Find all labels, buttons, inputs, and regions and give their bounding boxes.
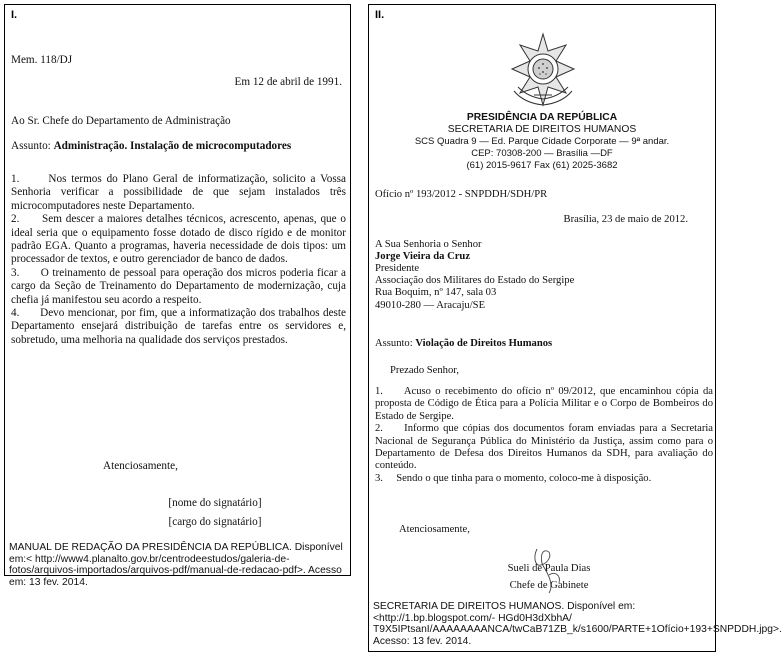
- signatory-role: Chefe de Gabinete: [509, 580, 589, 591]
- header-phone: (61) 2015-9617 Fax (61) 2025-3682: [466, 160, 618, 171]
- subject-label: Assunto:: [11, 140, 54, 152]
- coat-of-arms-icon: [504, 31, 582, 109]
- address-block: [375, 239, 574, 313]
- paragraph-4: 4. Devo mencionar, por fim, que a informatização dos trabalhos deste Departamento ensejará distribuição de tarefas entre os servidores e, sobretudo, uma melhoria na qualidade dos serviços prestados.: [11, 307, 349, 346]
- address-line: A Sua Senhoria o Senhor: [375, 239, 482, 250]
- header-title: PRESIDÊNCIA DA REPÚBLICA: [466, 112, 618, 123]
- header-cep: CEP: 70308-200 — Brasília —DF: [471, 148, 613, 159]
- header-subtitle: SECRETARIA DE DIREITOS HUMANOS: [447, 124, 637, 135]
- header-address: SCS Quadra 9 — Ed. Parque Cidade Corporate — 9ª andar.: [414, 136, 670, 147]
- office-body: [375, 386, 716, 485]
- subject-label: Assunto:: [375, 338, 416, 349]
- panel-label: II.: [375, 9, 385, 21]
- office-closing: Atenciosamente,: [399, 524, 470, 535]
- office-date: Brasília, 23 de maio de 2012.: [563, 214, 688, 225]
- address-line: Presidente: [375, 263, 420, 275]
- source-citation: SECRETARIA DE DIREITOS HUMANOS. Disponível em:<http://1.bp.blogspot.com/- HGd0H3dXbhA/ T9X5IPtsanI/AAAAAAAANCA/twCaB71ZB_k/s1600/PARTE+1Ofício+193+SNPDDH.jpg>. Acesso: 13 fev. 2014.: [373, 601, 782, 647]
- address-line: Associação dos Militares do Estado do Sergipe: [375, 275, 575, 287]
- document-panel-oficio: [368, 4, 782, 652]
- memo-addressee: Ao Sr. Chefe do Departamento de Administração: [11, 115, 231, 127]
- recipient-name: Jorge Vieira da Cruz: [375, 251, 471, 263]
- paragraph-3: 3. Sendo o que tinha para o momento, coloco-me à disposição.: [375, 472, 652, 484]
- memo-subject: [11, 140, 346, 153]
- paragraph-2: 2. Sem descer a maiores detalhes técnicos, acrescento, apenas, que o ideal seria que o equipamento fosse dotado de disco rígido e de monitor padrão EGA. Quanto a programas, haveria necessidade de dois tipos: um processador de textos, e outro gerenciador de banco de dados.: [11, 213, 349, 266]
- paragraph-1: 1. Nos termos do Plano Geral de informatização, solicito a Vossa Senhoria verificar a possibilidade de que sejam instalados três microcomputadores neste Departamento.: [11, 173, 349, 212]
- document-panel-memo: [4, 4, 351, 588]
- signatory-name: [nome do signatário]: [168, 497, 262, 509]
- subject-text: Administração. Instalação de microcomputadores: [53, 140, 292, 152]
- paragraph-2: 2. Informo que cópias dos documentos foram enviadas para a Secretaria Nacional de Segurança Pública do Ministério da Justiça, assim como para o Departamento de Defesa dos Direitos Humanos da SDH, para avaliação do conteúdo.: [375, 423, 716, 472]
- memo-body: [11, 173, 349, 347]
- subject-text: Violação de Direitos Humanos: [415, 338, 553, 349]
- signatory-name: Sueli de Paula Dias: [507, 563, 591, 574]
- panel-label: I.: [11, 9, 18, 21]
- signatory-role: [cargo do signatário]: [168, 516, 262, 528]
- memo-date: Em 12 de abril de 1991.: [234, 76, 342, 88]
- paragraph-1: 1. Acuso o recebimento do ofício nº 09/2012, que encaminhou cópia da proposta de Código de Ética para a Polícia Militar e o Corpo de Bombeiros do Estado de Sergipe.: [375, 386, 716, 422]
- salutation: Prezado Senhor,: [390, 365, 460, 376]
- memo-number: Mem. 118/DJ: [11, 54, 73, 66]
- address-line: Rua Boquim, nº 147, sala 03: [375, 287, 497, 299]
- address-line: 49010-280 — Aracaju/SE: [375, 300, 486, 312]
- source-citation: MANUAL DE REDAÇÃO DA PRESIDÊNCIA DA REPÚBLICA. Disponível em:< http://www4.planalto.gov.br/centrodeestudos/galeria-de-fotos/arquivos-importados/arquivos-pdf/manual-de-redacao-pdf>. Acesso em: 13 fev. 2014.: [9, 542, 343, 588]
- office-number: Ofício nº 193/2012 - SNPDDH/SDH/PR: [375, 189, 548, 200]
- memo-closing: Atenciosamente,: [103, 460, 178, 472]
- paragraph-3: 3. O treinamento de pessoal para operação dos micros poderia ficar a cargo da Seção de Treinamento do Departamento de modernização, cuja chefia já manifestou seu acordo a respeito.: [11, 266, 349, 306]
- office-subject: [375, 337, 552, 350]
